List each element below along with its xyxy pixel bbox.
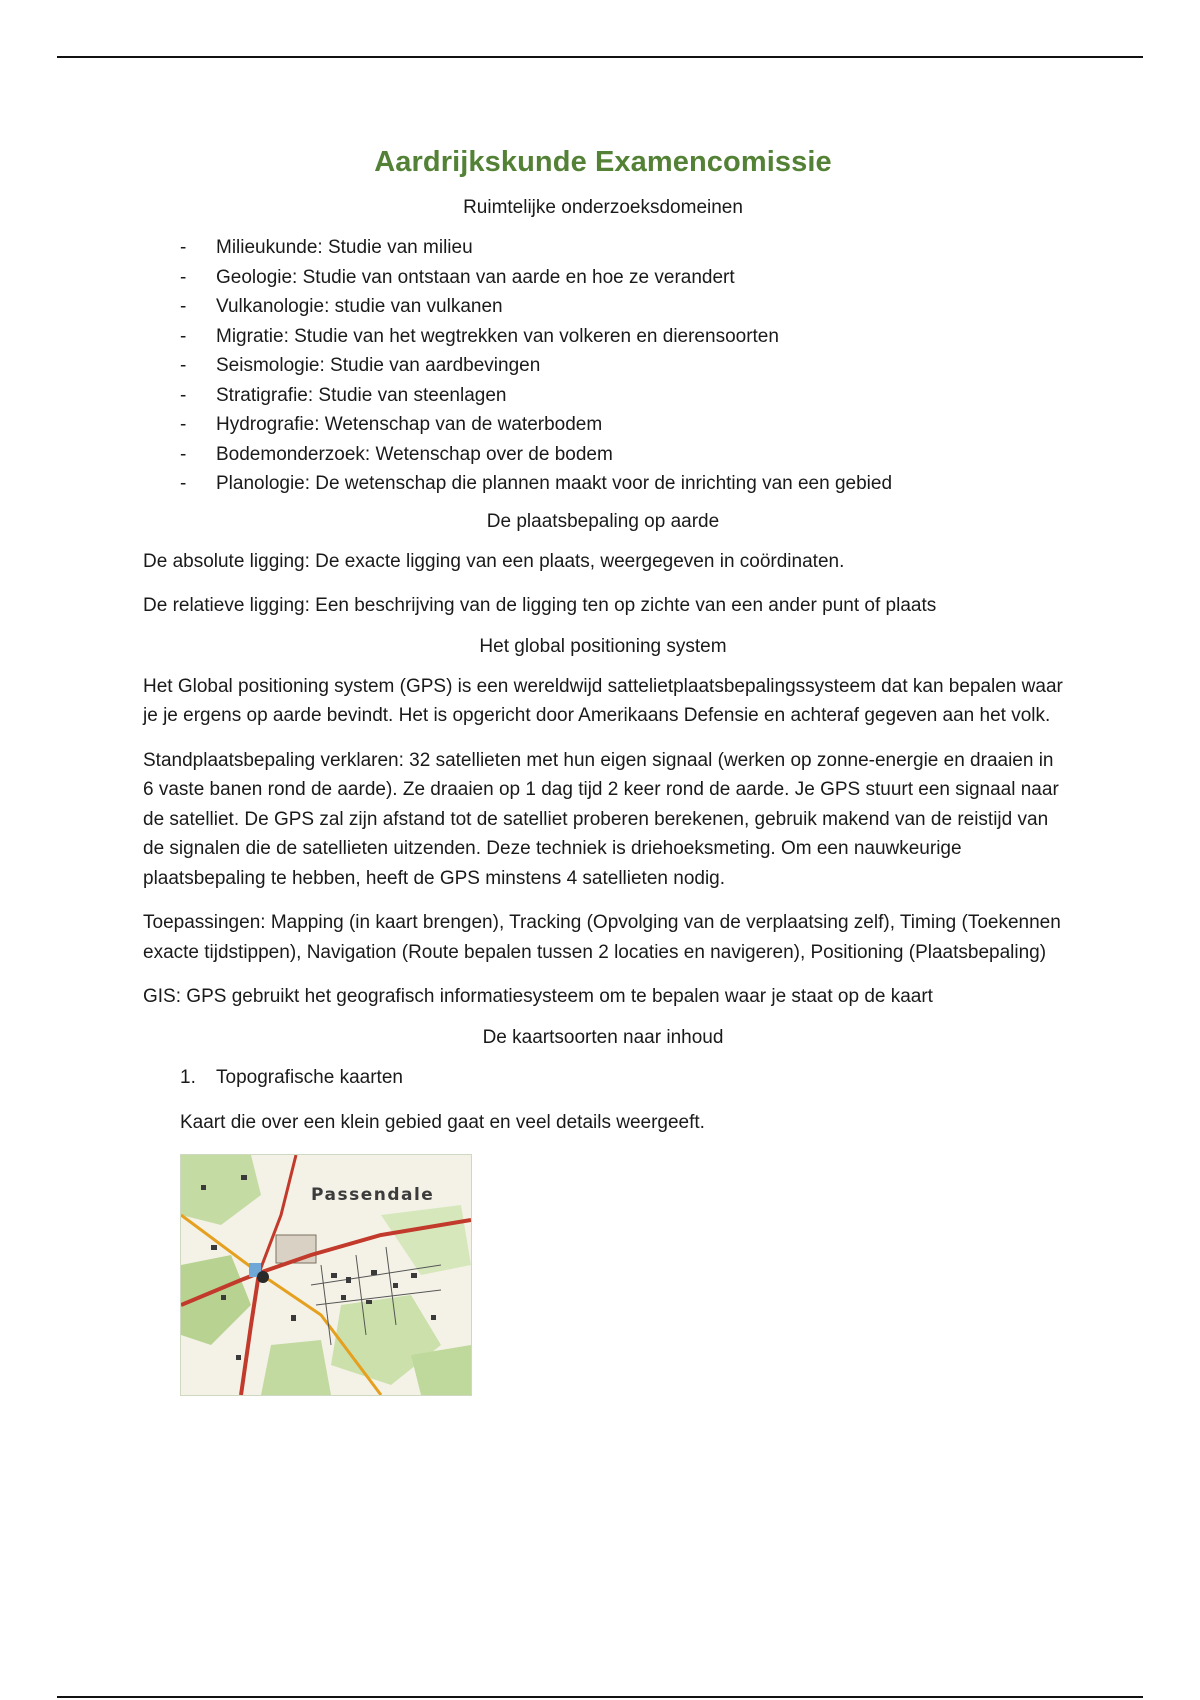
footer-rule <box>57 1696 1143 1698</box>
section-heading-domains: Ruimtelijke onderzoeksdomeinen <box>463 197 743 218</box>
section-heading-location: De plaatsbepaling op aarde <box>486 510 720 532</box>
topographic-map-image <box>180 1154 472 1396</box>
list-item: - Hydrografie: Wetenschap van de waterbodem <box>180 410 1063 440</box>
map-place-label: Passendale <box>311 1184 435 1205</box>
item-label: Topografische kaarten <box>216 1066 403 1088</box>
absolute-location-paragraph: De absolute ligging: De exacte ligging van een plaats, weergegeven in coördinaten. <box>143 550 845 572</box>
list-item: - Geologie: Studie van ontstaan van aarde en hoe ze verandert <box>180 263 1063 293</box>
list-item: - Stratigrafie: Studie van steenlagen <box>180 381 1063 411</box>
domains-list <box>143 233 1063 499</box>
header-rule <box>57 56 1143 58</box>
list-item: - Seismologie: Studie van aardbevingen <box>180 351 1063 381</box>
map-description: Kaart die over een klein gebied gaat en veel details weergeeft. <box>180 1112 705 1133</box>
relative-location-paragraph: De relatieve ligging: Een beschrijving van de ligging ten op zichte van een ander punt of plaats <box>143 595 937 616</box>
document-body <box>143 140 1063 1396</box>
gps-applications-paragraph: Toepassingen: Mapping (in kaart brengen), Tracking (Opvolging van de verplaatsing zelf), Timing (Toekennen exacte tijdstippen), Navigation (Route bepalen tussen 2 locaties en navigeren), Positioning (Plaatsbepaling) <box>143 912 1061 963</box>
gps-positioning-paragraph: Standplaatsbepaling verklaren: 32 satellieten met hun eigen signaal (werken op zonne-energie en draaien in 6 vaste banen rond de aarde). Ze draaien op 1 dag tijd 2 keer rond de aarde. Je GPS stuurt een signaal naar de satelliet. De GPS zal zijn afstand tot de satelliet proberen berekenen, gebruik makend van de reistijd van de signalen die de satellieten uitzenden. Deze techniek is driehoeksmeting. Om een nauwkeurige plaatsbepaling te hebben, heeft de GPS minstens 4 satellieten nodig. <box>143 749 1059 889</box>
numbered-item <box>180 1063 1063 1093</box>
list-item: - Bodemonderzoek: Wetenschap over de bodem <box>180 440 1063 470</box>
document-title: Aardrijkskunde Examencomissie <box>374 146 832 178</box>
list-item: - Migratie: Studie van het wegtrekken van volkeren en dierensoorten <box>180 322 1063 352</box>
item-number: 1. <box>180 1066 196 1088</box>
gps-intro-paragraph: Het Global positioning system (GPS) is een wereldwijd sattelietplaatsbepalingssysteem dat kan bepalen waar je je ergens op aarde bevindt. Het is opgericht door Amerikaans Defensie en achteraf gegeven aan het volk. <box>143 675 1063 726</box>
section-heading-maps: De kaartsoorten naar inhoud <box>482 1026 724 1048</box>
list-item: - Vulkanologie: studie van vulkanen <box>180 292 1063 322</box>
section-heading-gps: Het global positioning system <box>479 635 727 657</box>
list-item: - Milieukunde: Studie van milieu <box>180 233 1063 263</box>
list-item: - Planologie: De wetenschap die plannen maakt voor de inrichting van een gebied <box>180 469 1063 499</box>
gis-paragraph: GIS: GPS gebruikt het geografisch informatiesysteem om te bepalen waar je staat op de kaart <box>143 986 933 1007</box>
